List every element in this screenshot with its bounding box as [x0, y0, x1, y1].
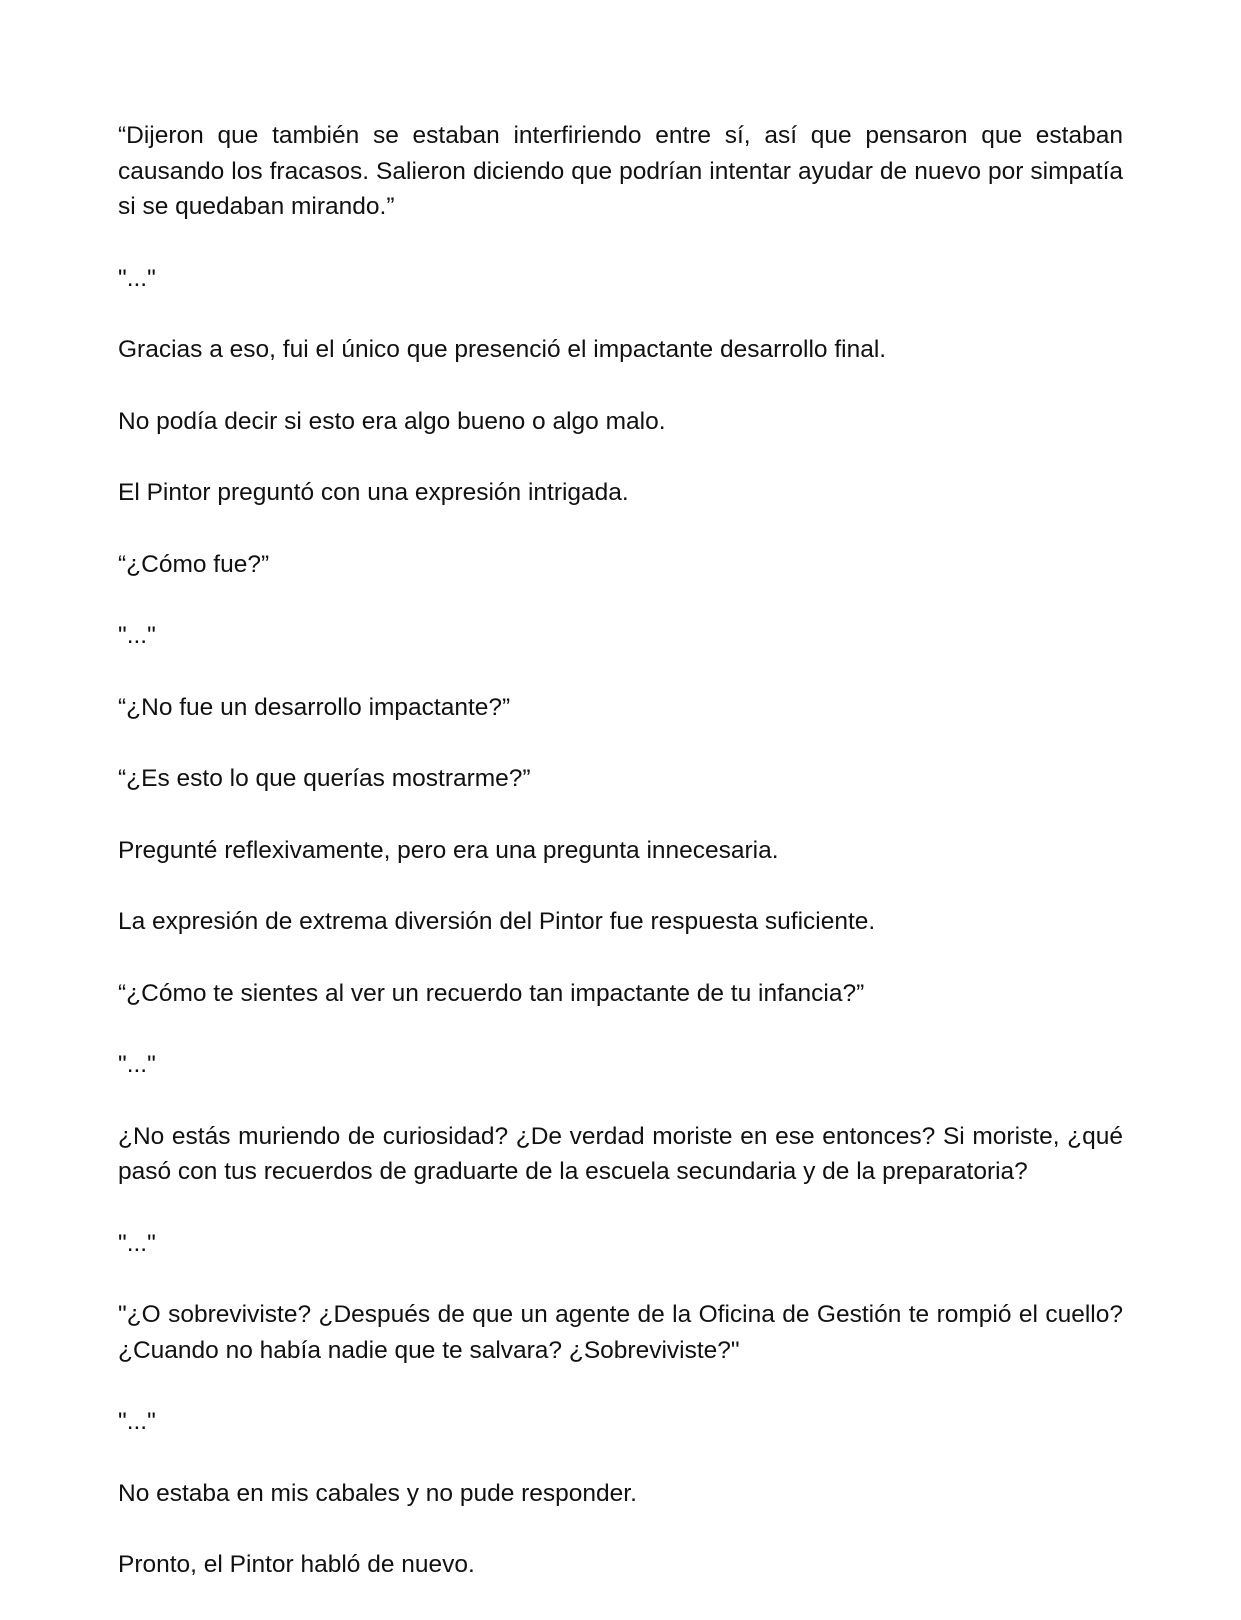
paragraph-12: “¿Cómo te sientes al ver un recuerdo tan impactante de tu infancia?” — [118, 979, 865, 1007]
paragraph-18: No estaba en mis cabales y no pude responder. — [118, 1479, 637, 1507]
paragraph-15: "..." — [118, 1229, 156, 1257]
paragraph-13: "..." — [118, 1051, 156, 1078]
document-body — [118, 118, 1123, 1583]
paragraph-1: “Dijeron que también se estaban interfiriendo entre sí, así que pensaron que estaban causando los fracasos. Salieron diciendo que podrían intentar ayudar de nuevo por simpatía si se quedaban mirando.” — [118, 122, 1123, 220]
paragraph-16: "¿O sobreviviste? ¿Después de que un agente de la Oficina de Gestión te rompió el cuello? ¿Cuando no había nadie que te salvara? ¿Sobreviviste?" — [118, 1301, 1123, 1364]
paragraph-10: Pregunté reflexivamente, pero era una pregunta innecesaria. — [118, 836, 779, 864]
paragraph-4: No podía decir si esto era algo bueno o algo malo. — [118, 407, 666, 435]
paragraph-8: “¿No fue un desarrollo impactante?” — [118, 693, 511, 721]
paragraph-14: ¿No estás muriendo de curiosidad? ¿De verdad moriste en ese entonces? Si moriste, ¿qué pasó con tus recuerdos de graduarte de la escuela secundaria y de la preparatoria? — [118, 1122, 1123, 1185]
paragraph-5: El Pintor preguntó con una expresión intrigada. — [118, 479, 629, 506]
paragraph-6: “¿Cómo fue?” — [118, 550, 270, 578]
paragraph-9: “¿Es esto lo que querías mostrarme?” — [118, 765, 531, 792]
paragraph-7: "..." — [118, 622, 156, 649]
paragraph-17: "..." — [118, 1408, 156, 1435]
paragraph-2: "..." — [118, 264, 156, 292]
paragraph-3: Gracias a eso, fui el único que presenció el impactante desarrollo final. — [118, 336, 887, 363]
paragraph-11: La expresión de extrema diversión del Pintor fue respuesta suficiente. — [118, 908, 876, 935]
paragraph-19: Pronto, el Pintor habló de nuevo. — [118, 1551, 475, 1578]
